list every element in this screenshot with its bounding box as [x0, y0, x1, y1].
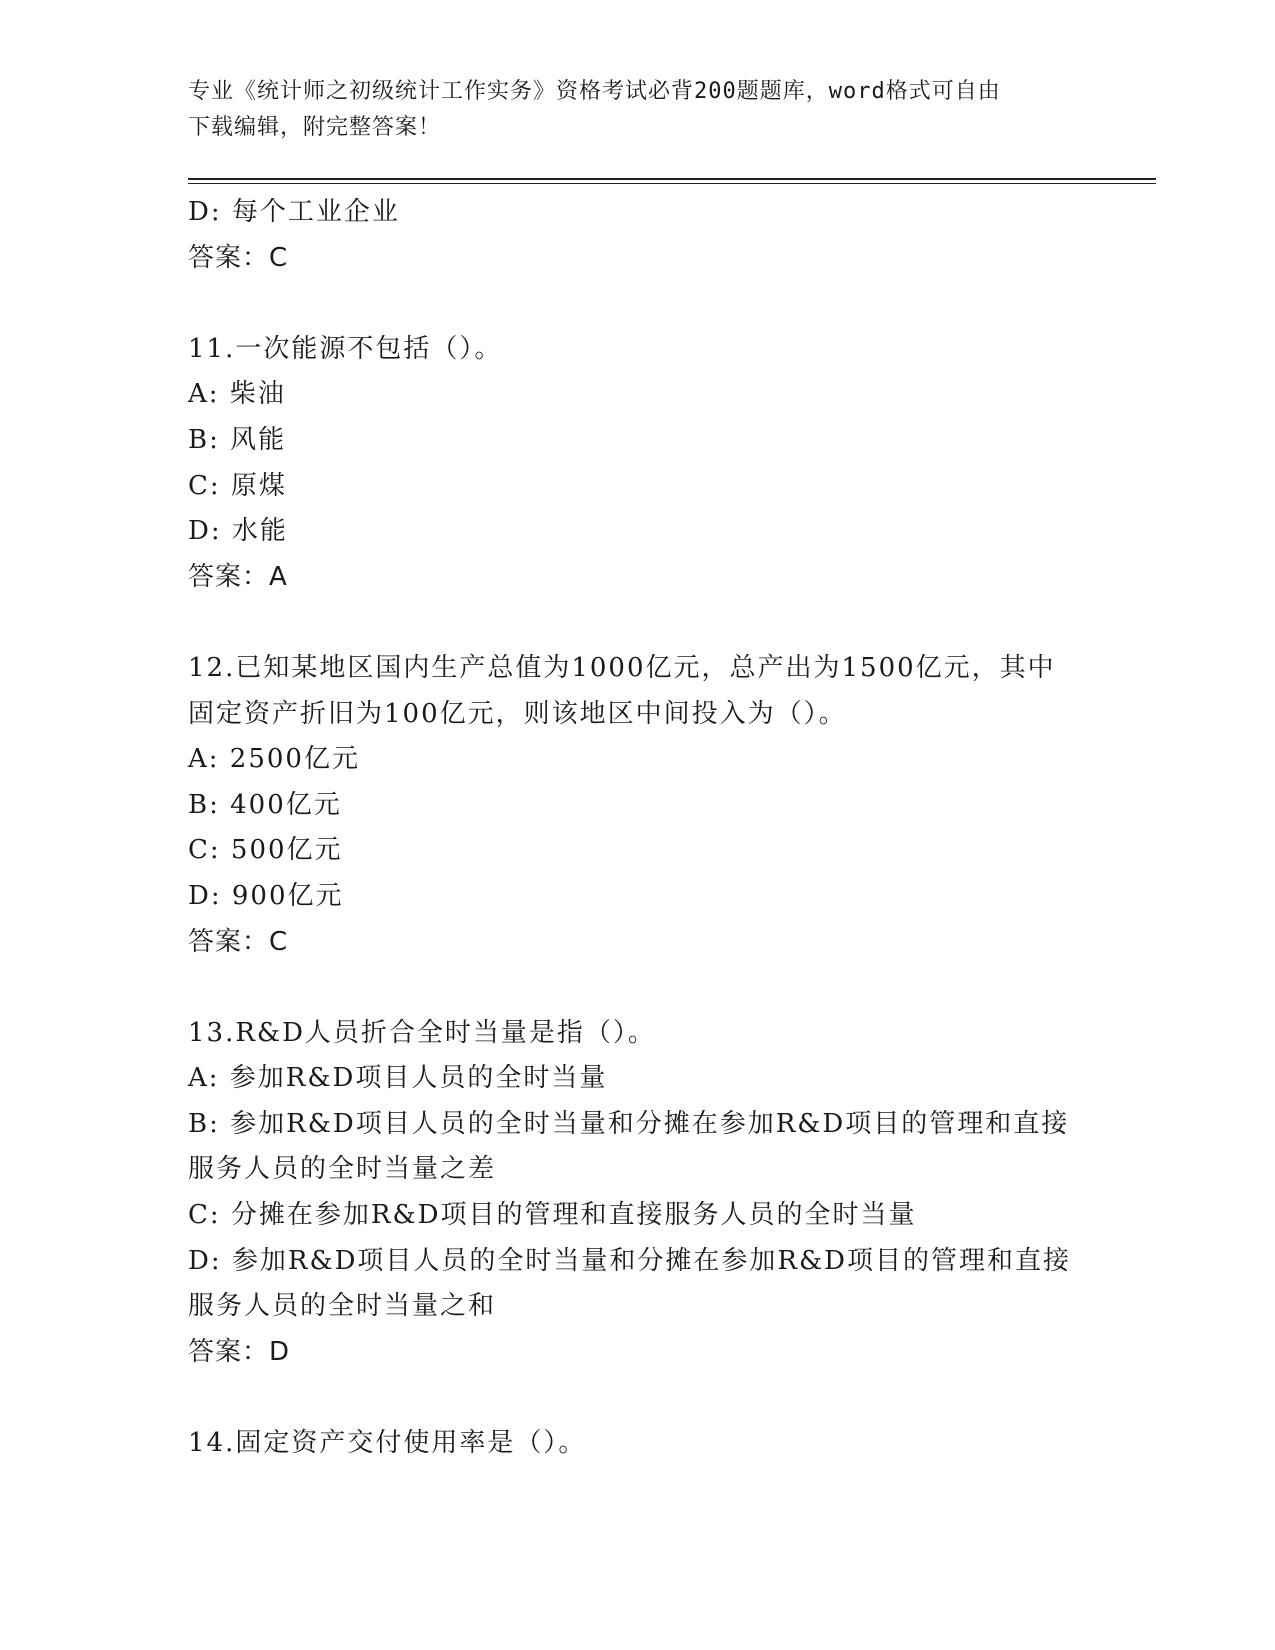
option-d: D: 900亿元	[188, 880, 344, 911]
spacer	[188, 600, 1088, 646]
question-10-tail	[188, 190, 1088, 281]
option-b: B: 400亿元	[188, 789, 342, 820]
question-stem-continued: 固定资产折旧为100亿元，则该地区中间投入为（）。	[188, 698, 847, 729]
answer-line: 答案：C	[188, 926, 289, 957]
spacer	[188, 281, 1088, 327]
option-a: A: 柴油	[188, 379, 286, 410]
option-c: C: 分摊在参加R&D项目的管理和直接服务人员的全时当量	[188, 1200, 917, 1231]
question-12	[188, 646, 1088, 965]
option-c: C: 原煤	[188, 470, 287, 501]
option-d-continued: 服务人员的全时当量之和	[188, 1291, 497, 1322]
option-a: A: 参加R&D项目人员的全时当量	[188, 1063, 608, 1094]
answer-line: 答案：C	[188, 242, 289, 273]
option-b: B: 参加R&D项目人员的全时当量和分摊在参加R&D项目的管理和直接	[188, 1108, 1070, 1139]
question-stem: 13.R&D人员折合全时当量是指（）。	[188, 1017, 656, 1048]
question-13	[188, 1011, 1088, 1376]
option-d: D: 水能	[188, 516, 288, 547]
spacer	[188, 965, 1088, 1011]
question-14	[188, 1421, 1088, 1467]
spacer	[188, 1375, 1088, 1421]
question-stem: 12.已知某地区国内生产总值为1000亿元，总产出为1500亿元，其中	[188, 652, 1056, 683]
option-c: C: 500亿元	[188, 835, 343, 866]
question-stem: 11.一次能源不包括（）。	[188, 333, 503, 364]
option-d: D: 参加R&D项目人员的全时当量和分摊在参加R&D项目的管理和直接	[188, 1245, 1072, 1276]
header-divider-thin	[188, 183, 1156, 184]
answer-line: 答案：D	[188, 1336, 291, 1367]
answer-line: 答案：A	[188, 561, 288, 592]
question-list	[188, 190, 1088, 1467]
question-11	[188, 327, 1088, 601]
header-divider-thick	[188, 178, 1156, 180]
header-line-1: 专业《统计师之初级统计工作实务》资格考试必背200题题库，word格式可自由	[188, 79, 1001, 104]
option-b: B: 风能	[188, 424, 287, 455]
option-d: D: 每个工业企业	[188, 197, 400, 227]
document-header	[188, 74, 1088, 146]
option-a: A: 2500亿元	[188, 744, 360, 775]
question-stem: 14.固定资产交付使用率是（）。	[188, 1428, 587, 1459]
header-line-2: 下载编辑，附完整答案！	[188, 115, 442, 140]
option-b-continued: 服务人员的全时当量之差	[188, 1154, 497, 1185]
